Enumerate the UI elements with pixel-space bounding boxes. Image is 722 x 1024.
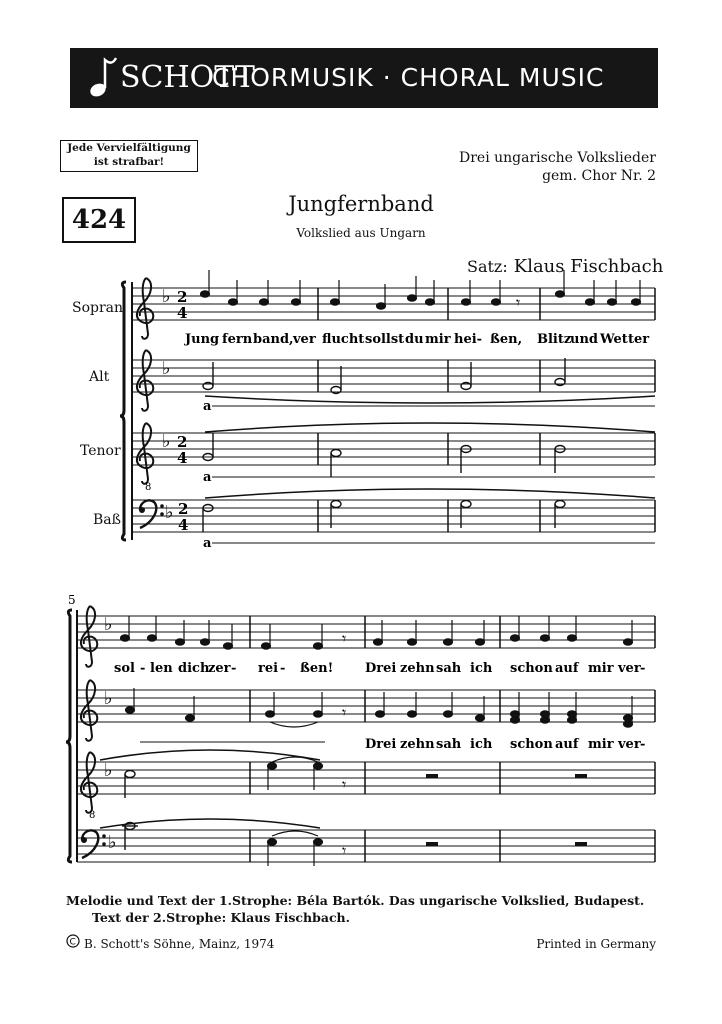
voice-label-bass: Baß: [93, 512, 121, 528]
staff-bass-2: [77, 830, 655, 862]
svg-text:♭: ♭: [162, 286, 171, 307]
collection-line1: Drei ungarische Volkslieder: [459, 150, 656, 166]
arranger-label: Satz:: [467, 257, 508, 276]
svg-text:4: 4: [177, 449, 188, 467]
soprano-lyrics-s2: [114, 661, 645, 676]
svg-text:♭: ♭: [162, 431, 171, 452]
lyric: dich: [178, 661, 210, 676]
svg-text:♭: ♭: [104, 688, 113, 709]
lyric: schon: [510, 737, 553, 752]
lyric: auf: [555, 737, 579, 752]
catalog-number: 424: [62, 197, 136, 243]
svg-text:4: 4: [177, 304, 188, 322]
svg-text:𝄾: 𝄾: [516, 293, 521, 312]
lyric: ich: [470, 737, 493, 752]
svg-text:♭: ♭: [162, 358, 171, 379]
svg-text:4: 4: [178, 516, 189, 534]
soprano-notes-s1: [201, 270, 641, 309]
measure-number: 5: [68, 593, 76, 607]
lyric: mir: [588, 737, 614, 752]
svg-text:𝄾: 𝄾: [342, 775, 347, 794]
publisher-name: SCHOTT: [120, 60, 255, 95]
collection-line2: gem. Chor Nr. 2: [542, 168, 656, 184]
footer-credits-line1: Melodie und Text der 1.Strophe: Béla Bartók. Das ungarische Volkslied, Budapest.: [66, 893, 645, 908]
svg-text:♭: ♭: [104, 614, 113, 635]
lyric: ich: [470, 661, 493, 676]
lyric: mir: [588, 661, 614, 676]
lyric: -: [231, 661, 237, 676]
lyric: und: [570, 332, 598, 347]
system-1: [120, 270, 655, 551]
lyric: Drei: [365, 661, 397, 676]
svg-text:𝄾: 𝄾: [342, 703, 347, 722]
lyric: hei-: [454, 332, 483, 347]
copy-notice-line2: ist strafbar!: [93, 156, 165, 168]
printed-in: Printed in Germany: [536, 937, 656, 951]
lyric: fern: [222, 332, 253, 347]
svg-text:𝄾: 𝄾: [342, 629, 347, 648]
lyric: len: [150, 661, 173, 676]
lyric: band,: [253, 332, 294, 347]
tenor-notes-s1: [203, 433, 565, 477]
lyric: auf: [555, 661, 579, 676]
svg-text:♭: ♭: [104, 760, 113, 781]
lyric: zehn: [400, 737, 435, 752]
staff-soprano: [132, 288, 655, 320]
lyric: Drei: [365, 737, 397, 752]
staff-alto-2: [77, 690, 655, 722]
lyric: ter: [628, 332, 650, 347]
staff-alto: [132, 360, 655, 392]
tenor-lyric-s1: a: [203, 470, 212, 485]
voice-label-soprano: Sopran: [72, 300, 124, 316]
lyric: -: [280, 661, 286, 676]
lyric: sah: [436, 661, 462, 676]
voice-label-alto: Alt: [89, 369, 110, 385]
series-name: CHORMUSIK · CHORAL MUSIC: [212, 63, 605, 92]
arranger-name: Klaus Fischbach: [513, 256, 664, 277]
lyric: ver: [618, 661, 641, 676]
lyric: mir: [425, 332, 451, 347]
lyric: zehn: [400, 661, 435, 676]
svg-text:C: C: [69, 937, 76, 948]
lyric: ver: [618, 737, 641, 752]
piece-title: Jungfernband: [288, 192, 434, 216]
lyric: -: [640, 661, 646, 676]
lyric: sah: [436, 737, 462, 752]
lyric: flucht: [322, 332, 365, 347]
lyric: -: [140, 661, 146, 676]
copyright-text: B. Schott's Söhne, Mainz, 1974: [84, 937, 275, 951]
footer-credits-line2: Text der 2.Strophe: Klaus Fischbach.: [92, 910, 350, 925]
lyric: ßen!: [300, 661, 334, 676]
bass-lyric-s1: a: [203, 536, 212, 551]
lyric: zer: [208, 661, 231, 676]
svg-text:8: 8: [89, 810, 96, 821]
lyric: Jung: [185, 332, 220, 347]
lyric: schon: [510, 661, 553, 676]
lyric: ver: [293, 332, 316, 347]
voice-label-tenor: Tenor: [80, 443, 121, 459]
alto-notes-s2: [126, 688, 633, 727]
svg-text:2: 2: [177, 433, 188, 451]
soprano-notes-s2: [121, 616, 633, 649]
lyric: Blitz: [537, 332, 572, 347]
svg-text:♭: ♭: [108, 832, 117, 853]
copy-notice-line1: Jede Vervielfältigung: [67, 142, 191, 154]
piece-subtitle: Volkslied aus Ungarn: [296, 226, 426, 240]
svg-text:8: 8: [145, 482, 152, 493]
soprano-lyrics-s1: [184, 332, 649, 347]
svg-text:𝄾: 𝄾: [342, 841, 347, 860]
alto-lyrics-s2: [365, 737, 645, 752]
svg-text:2: 2: [178, 500, 189, 518]
lyric: sol: [114, 661, 135, 676]
svg-text:2: 2: [177, 288, 188, 306]
lyric: sollst: [365, 332, 405, 347]
staff-soprano-2: [77, 616, 655, 648]
system-2: [66, 593, 655, 866]
alto-lyric-s1: a: [203, 399, 212, 414]
lyric: Wet: [600, 332, 628, 347]
lyric: ßen,: [490, 332, 523, 347]
svg-text:♭: ♭: [165, 502, 174, 523]
lyric: rei: [258, 661, 279, 676]
lyric: du: [405, 332, 424, 347]
lyric: -: [640, 737, 646, 752]
staff-tenor-2: [77, 762, 655, 794]
